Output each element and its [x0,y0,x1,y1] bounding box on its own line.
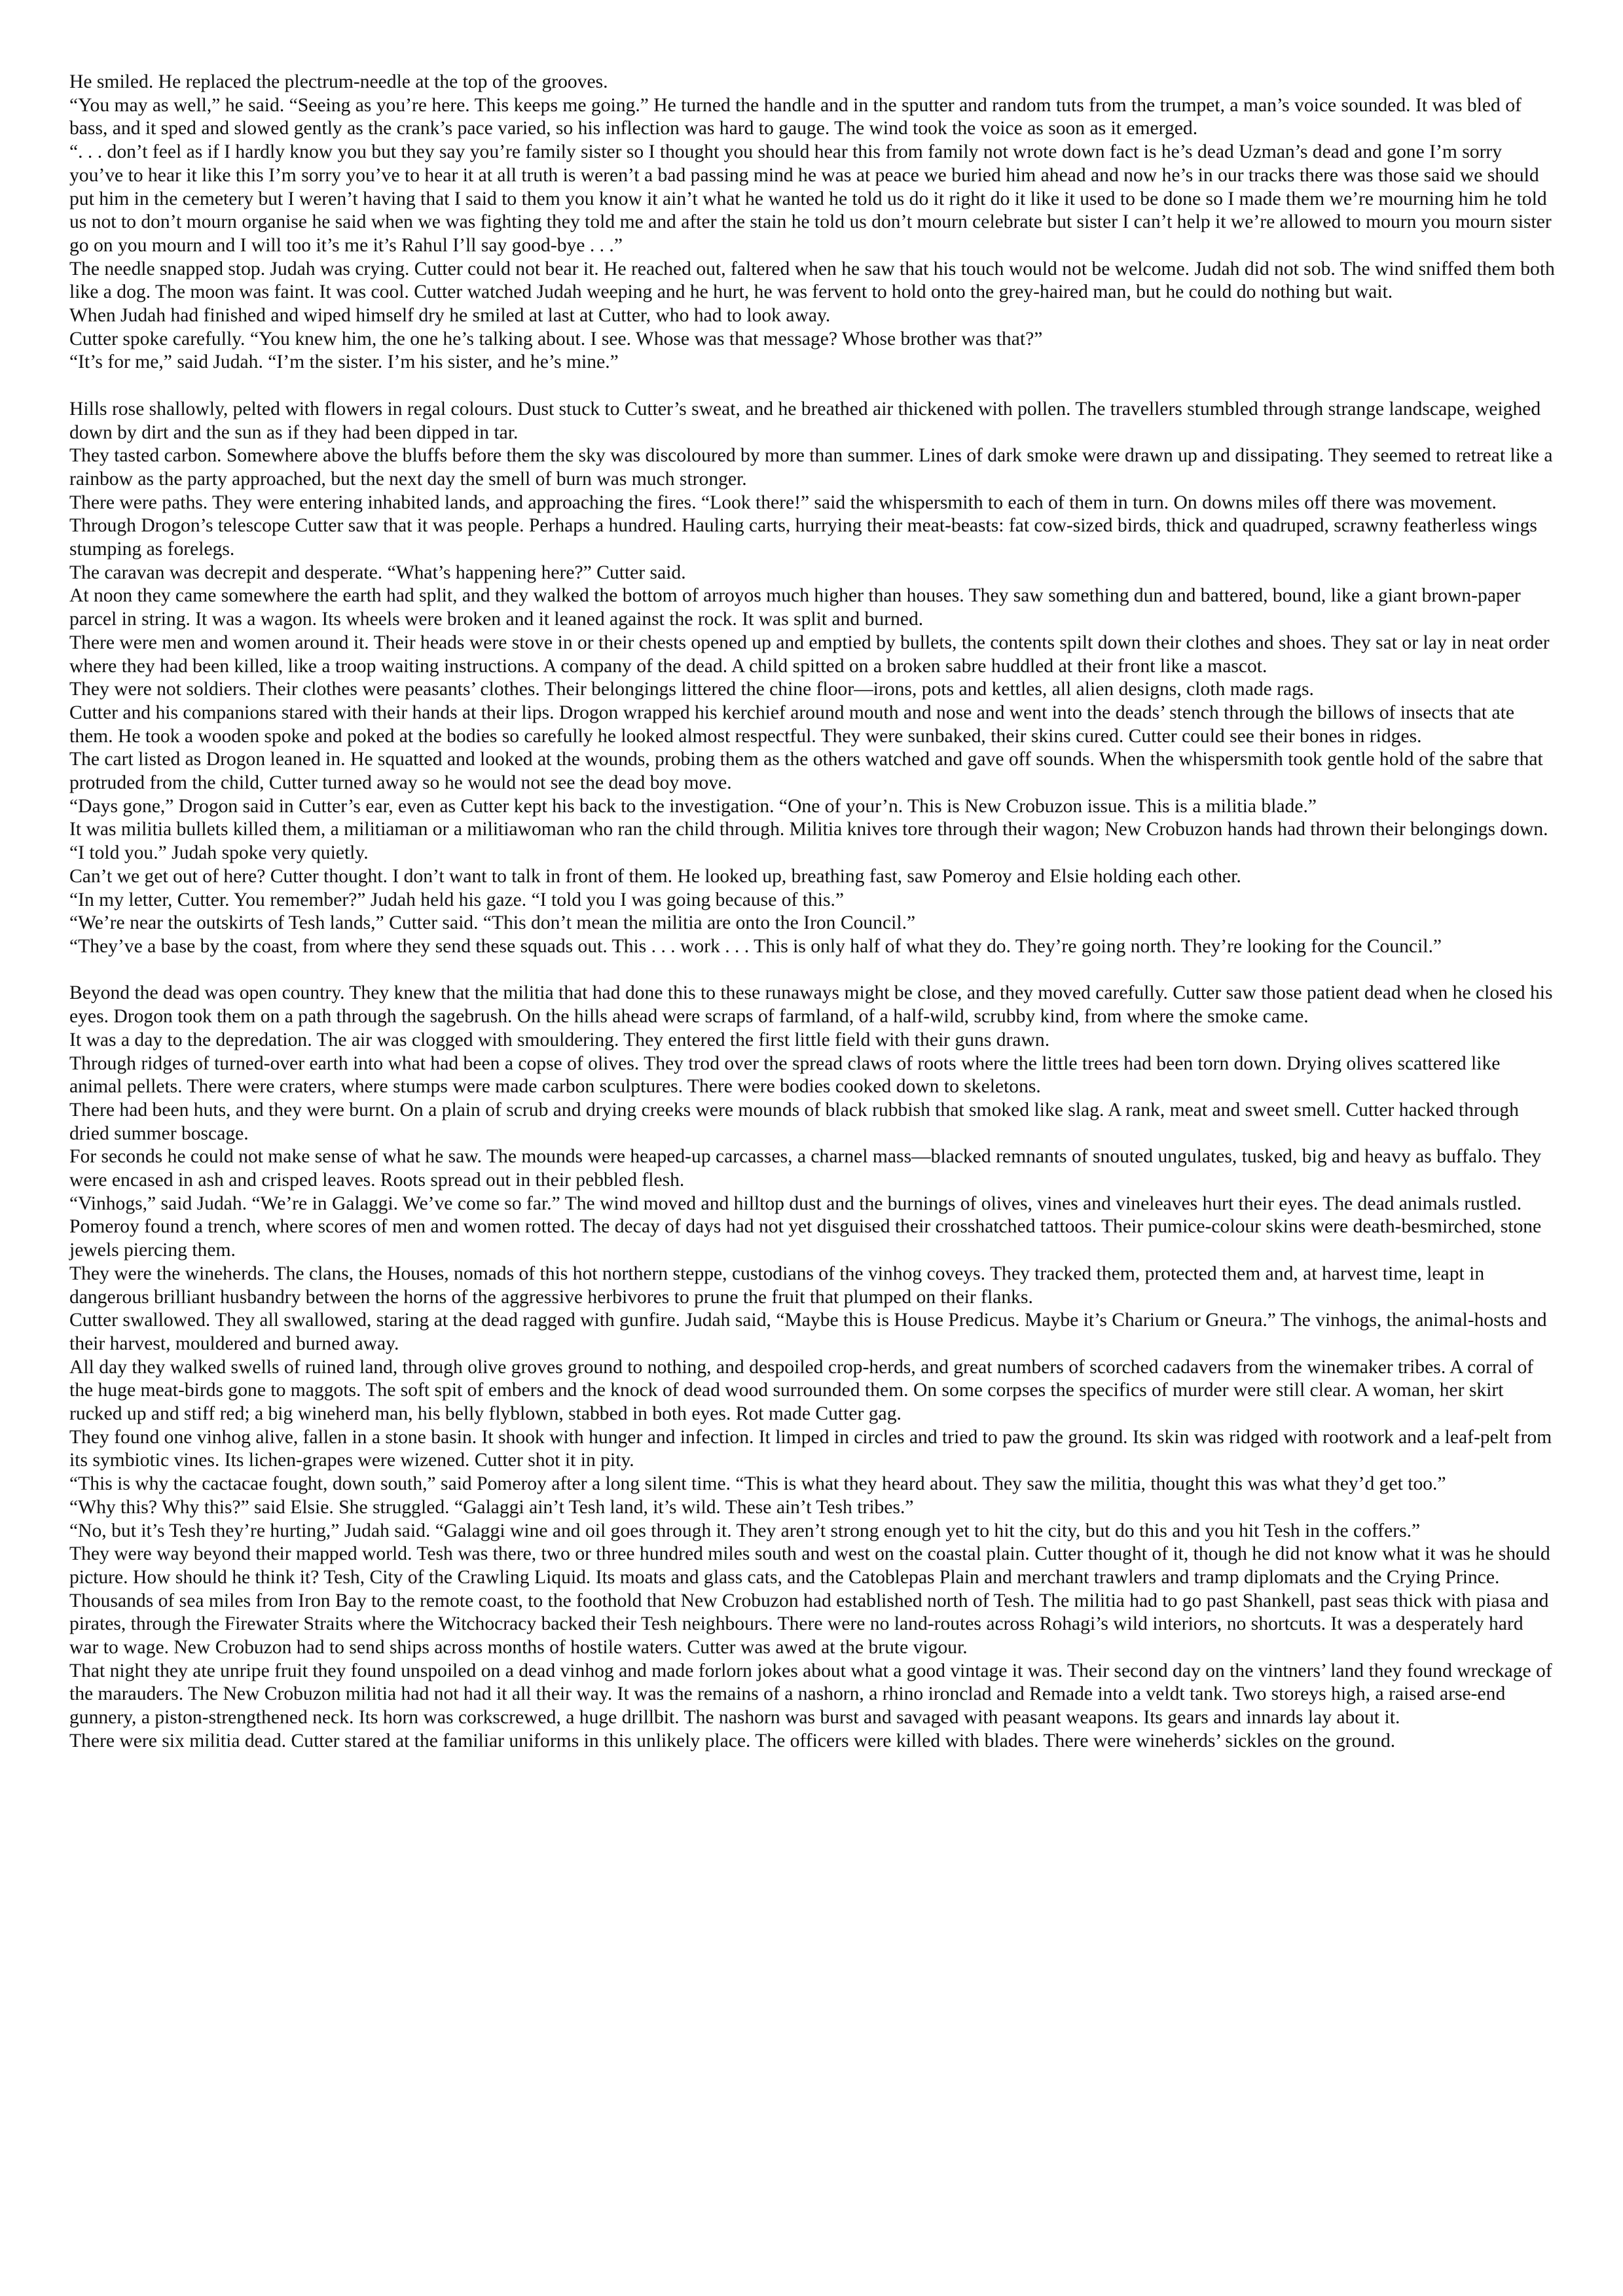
paragraph: They were way beyond their mapped world. Tesh was there, two or three hundred miles south and west on the coastal plain. Cutter thought of it, though he did not know what it was he should picture. How should he think it? Tesh, City of the Crawling Liquid. Its moats and glass cats, and the Catoblepas Plain and merchant trawlers and tramp diplomats and the Crying Prince. [69,1543,1550,1588]
paragraph: “Vinhogs,” said Judah. “We’re in Galaggi. We’ve come so far.” The wind moved and hilltop dust and the burnings of olives, vines and vineleaves hurt their eyes. The dead animals rustled. [69,1193,1522,1214]
paragraph: “Why this? Why this?” said Elsie. She struggled. “Galaggi ain’t Tesh land, it’s wild. These ain’t Tesh tribes.” [69,1496,914,1518]
paragraph: They were the wineherds. The clans, the Houses, nomads of this hot northern steppe, custodians of the vinhog coveys. They tracked them, protected them and, at harvest time, leapt in dangerous brilliant husbandry between the horns of the aggressive herbivores to prune the fruit that plumped on their flanks. [69,1263,1485,1308]
document-page [69,71,1556,1753]
section-break [69,374,1556,398]
paragraph: There were six militia dead. Cutter stared at the familiar uniforms in this unlikely place. The officers were killed with blades. There were wineherds’ sickles on the ground. [69,1730,1396,1751]
paragraph: At noon they came somewhere the earth had split, and they walked the bottom of arroyos much higher than houses. They saw something dun and battered, bound, like a giant brown-paper parcel in string. It was a wagon. Its wheels were broken and it leaned against the rock. It was split and burned. [69,585,1521,630]
paragraph: Through ridges of turned-over earth into what had been a copse of olives. They trod over the spread claws of roots where the little trees had been torn down. Drying olives scattered like animal pellets. There were craters, where stumps were made carbon sculptures. There were bodies cooked down to skeletons. [69,1052,1501,1098]
paragraph: “You may as well,” he said. “Seeing as you’re here. This keeps me going.” He turned the handle and in the sputter and random tuts from the trumpet, a man’s voice sounded. It was bled of bass, and it sped and slowed gently as the crank’s pace varied, so his inflection was hard to gauge. The wind took the voice as soon as it emerged. [69,94,1522,139]
paragraph: For seconds he could not make sense of what he saw. The mounds were heaped-up carcasses, a charnel mass—blacked remnants of snouted ungulates, tusked, big and heavy as buffalo. They were encased in ash and crisped leaves. Roots spread out in their pebbled flesh. [69,1146,1542,1191]
paragraph: It was a day to the depredation. The air was clogged with smouldering. They entered the first little field with their guns drawn. [69,1029,1050,1050]
section-2 [69,398,1556,959]
paragraph: “I told you.” Judah spoke very quietly. [69,842,369,864]
section-break [69,959,1556,982]
paragraph: There had been huts, and they were burnt. On a plain of scrub and drying creeks were mounds of black rubbish that smoked like slag. A rank, meat and sweet smell. Cutter hacked through dried summer boscage. [69,1099,1519,1144]
paragraph: They found one vinhog alive, fallen in a stone basin. It shook with hunger and infection. It limped in circles and tried to paw the ground. Its skin was ridged with rootwork and a leaf-pelt from its symbiotic vines. Its lichen-grapes were wizened. Cutter shot it in pity. [69,1426,1552,1471]
paragraph: The cart listed as Drogon leaned in. He squatted and looked at the wounds, probing them as the others watched and gave off sounds. When the whispersmith took gentle hold of the sabre that protruded from the child, Cutter turned away so he would not see the dead boy move. [69,749,1543,794]
paragraph: Cutter swallowed. They all swallowed, staring at the dead ragged with gunfire. Judah said, “Maybe this is House Predicus. Maybe it’s Charium or Gneura.” The vinhogs, the animal-hosts and their harvest, mouldered and burned away. [69,1310,1547,1354]
paragraph: When Judah had finished and wiped himself dry he smiled at last at Cutter, who had to look away. [69,305,831,327]
paragraph: “No, but it’s Tesh they’re hurting,” Judah said. “Galaggi wine and oil goes through it. They aren’t strong enough yet to hit the city, but do this and you hit Tesh in the coffers.” [69,1520,1421,1541]
paragraph: That night they ate unripe fruit they found unspoiled on a dead vinhog and made forlorn jokes about what a good vintage it was. Their second day on the vintners’ land they found wreckage of the marauders. The New Crobuzon militia had not had it all their way. It was the remains of a nashorn, a rhino ironclad and Remade into a veldt tank. Two storeys high, a raised arse-end gunnery, a piston-strengthened neck. Its horn was corkscrewed, a huge drillbit. The nashorn was burst and savaged with peasant weapons. Its gears and innards lay about it. [69,1660,1552,1729]
paragraph: “. . . don’t feel as if I hardly know you but they say you’re family sister so I thought you should hear this from family not wrote down fact is he’s dead Uzman’s dead and gone I’m sorry you’ve to hear it like this I’m sorry you’ve to hear it at all truth is weren’t a bad passing mind he was at peace we buried him ahead and now he’s in our tracks there was those said we should put him in the cemetery but I weren’t having that I said to them you know it ain’t what he wanted he told us do it right do it like it used to be done so I made them we’re mourning him he told us not to don’t mourn organise he said when we was fighting they told me and after the stain he told us don’t mourn celebrate but sister I can’t help it we’re allowed to mourn you mourn sister go on you mourn and I will too it’s me it’s Rahul I’ll say good-bye . . .” [69,141,1552,256]
paragraph: They were not soldiers. Their clothes were peasants’ clothes. Their belongings littered the chine floor—irons, pots and kettles, all alien designs, cloth made rags. [69,679,1314,700]
paragraph: “It’s for me,” said Judah. “I’m the sister. I’m his sister, and he’s mine.” [69,351,619,373]
paragraph: Pomeroy found a trench, where scores of men and women rotted. The decay of days had not yet disguised their crosshatched tattoos. Their pumice-colour skins were death-besmirched, stone jewels piercing them. [69,1216,1542,1261]
paragraph: There were paths. They were entering inhabited lands, and approaching the fires. “Look there!” said the whispersmith to each of them in turn. On downs miles off there was movement. Through Drogon’s telescope Cutter saw that it was people. Perhaps a hundred. Hauling carts, hurrying their meat-beasts: fat cow-sized birds, thick and quadruped, scrawny featherless wings stumping as forelegs. [69,492,1537,560]
paragraph: The needle snapped stop. Judah was crying. Cutter could not bear it. He reached out, faltered when he saw that his touch would not be welcome. Judah did not sob. The wind sniffed them both like a dog. The moon was faint. It was cool. Cutter watched Judah weeping and he hurt, he was fervent to hold onto the grey-haired man, but he could do nothing but wait. [69,258,1555,303]
paragraph: “Days gone,” Drogon said in Cutter’s ear, even as Cutter kept his back to the investigation. “One of your’n. This is New Crobuzon issue. This is a militia blade.” [69,795,1317,817]
paragraph: “We’re near the outskirts of Tesh lands,” Cutter said. “This don’t mean the militia are onto the Iron Council.” [69,912,916,934]
section-1 [69,71,1556,374]
paragraph: Can’t we get out of here? Cutter thought. I don’t want to talk in front of them. He looked up, breathing fast, saw Pomeroy and Elsie holding each other. [69,865,1241,887]
paragraph: “This is why the cactacae fought, down south,” said Pomeroy after a long silent time. “This is what they heard about. They saw the militia, thought this was what they’d get too.” [69,1473,1446,1495]
paragraph: Hills rose shallowly, pelted with flowers in regal colours. Dust stuck to Cutter’s sweat, and he breathed air thickened with pollen. The travellers stumbled through strange landscape, weighed down by dirt and the sun as if they had been dipped in tar. [69,398,1541,443]
paragraph: “In my letter, Cutter. You remember?” Judah held his gaze. “I told you I was going because of this.” [69,889,845,910]
paragraph: He smiled. He replaced the plectrum-needle at the top of the grooves. [69,71,608,92]
paragraph: Cutter and his companions stared with their hands at their lips. Drogon wrapped his kerchief around mouth and nose and went into the deads’ stench through the billows of insects that ate them. He took a wooden spoke and poked at the bodies so carefully he looked almost respectful. They were sunbaked, their skins cured. Cutter could see their bones in ridges. [69,702,1514,747]
paragraph: “They’ve a base by the coast, from where they send these squads out. This . . . work . . . This is only half of what they do. They’re going north. They’re looking for the Council.” [69,936,1442,957]
section-3 [69,982,1556,1753]
paragraph: Cutter spoke carefully. “You knew him, the one he’s talking about. I see. Whose was that message? Whose brother was that?” [69,328,1043,350]
paragraph: There were men and women around it. Their heads were stove in or their chests opened up and emptied by bullets, the contents spilt down their clothes and shoes. They sat or lay in neat order where they had been killed, like a troop waiting instructions. A company of the dead. A child spitted on a broken sabre huddled at their front like a mascot. [69,632,1550,677]
paragraph: All day they walked swells of ruined land, through olive groves ground to nothing, and despoiled crop-herds, and great numbers of scorched cadavers from the winemaker tribes. A corral of the huge meat-birds gone to maggots. The soft spit of embers and the knock of dead wood surrounded them. On some corpses the specifics of murder were still clear. A woman, her skirt rucked up and stiff red; a big wineherd man, his belly flyblown, stabbed in both eyes. Rot made Cutter gag. [69,1356,1534,1425]
paragraph: Thousands of sea miles from Iron Bay to the remote coast, to the foothold that New Crobuzon had established north of Tesh. The militia had to go past Shankell, past seas thick with piasa and pirates, through the Firewater Straits where the Witchocracy backed their Tesh neighbours. There were no land-routes across Rohagi’s wild interiors, no shortcuts. It was a desperately hard war to wage. New Crobuzon had to send ships across months of hostile waters. Cutter was awed at the brute vigour. [69,1590,1549,1659]
paragraph: They tasted carbon. Somewhere above the bluffs before them the sky was discoloured by more than summer. Lines of dark smoke were drawn up and dissipating. They seemed to retreat like a rainbow as the party approached, but the next day the smell of burn was much stronger. [69,445,1553,490]
paragraph: The caravan was decrepit and desperate. “What’s happening here?” Cutter said. [69,562,686,583]
paragraph: Beyond the dead was open country. They knew that the militia that had done this to these runaways might be close, and they moved carefully. Cutter saw those patient dead when he closed his eyes. Drogon took them on a path through the sagebrush. On the hills ahead were scraps of farmland, of a half-wild, scrubby kind, from where the smoke came. [69,982,1553,1028]
paragraph: It was militia bullets killed them, a militiaman or a militiawoman who ran the child through. Militia knives tore through their wagon; New Crobuzon hands had thrown their belongings down. [69,819,1548,840]
